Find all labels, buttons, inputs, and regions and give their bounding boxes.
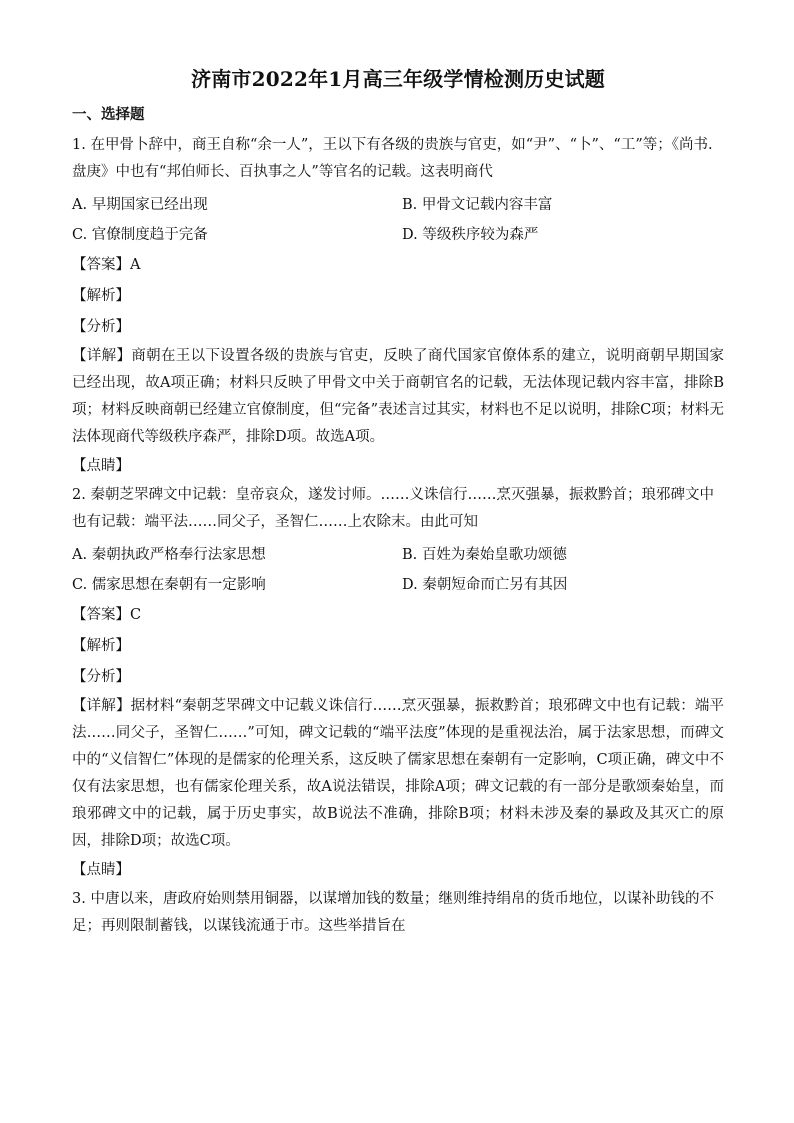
option-d: D. 秦朝短命而亡另有其因 <box>402 577 568 593</box>
detail-paragraph <box>72 693 724 855</box>
answer-tag: 【答案】 <box>72 607 130 623</box>
answer-line <box>72 250 724 281</box>
option-c: C. 儒家思想在秦朝有一定影响 <box>72 577 266 593</box>
question-2-stem: 2. 秦朝芝罘碑文中记载：皇帝哀众，遂发讨师。……义诛信行……烹灭强暴，振救黔首；琅邪碑文中也有记载：端平法……同父子，圣智仁……上农除末。由此可知 <box>72 487 714 530</box>
option-a: A. 秦朝执政严格奉行法家思想 <box>72 547 266 563</box>
fenxi-tag: 【分析】 <box>72 319 130 335</box>
answer-line <box>72 600 724 631</box>
answer-value: C <box>130 607 142 623</box>
option-b: B. 甲骨文记载内容丰富 <box>402 197 553 213</box>
question-3-stem: 3. 中唐以来，唐政府始则禁用铜器，以谋增加钱的数量；继则维持绢帛的货币地位，以谋补助钱的不足；再则限制蓄钱，以谋钱流通于市。这些举措旨在 <box>72 891 714 934</box>
question-1 <box>72 132 724 482</box>
detail-tag: 【详解】 <box>72 348 132 364</box>
detail-text: 商朝在王以下设置各级的贵族与官吏，反映了商代国家官僚体系的建立，说明商朝早期国家已经出现，故A项正确；材料只反映了甲骨文中关于商朝官名的记载，无法体现记载内容丰富，排除B项；材料反映商朝已经建立官僚制度，但“完备”表述言过其实，材料也不足以说明，排除C项；材料无法体现商代等级秩序森严，排除D项。故选A项。 <box>72 348 725 445</box>
question-1-stem: 1. 在甲骨卜辞中，商王自称“余一人”，王以下有各级的贵族与官吏，如“尹”、“卜”、“工”等；《尚书.盘庚》中也有“邦伯师长、百执事之人”等官名的记载。这表明商代 <box>72 137 713 180</box>
answer-value: A <box>130 257 141 273</box>
question-1-options <box>72 190 724 250</box>
answer-tag: 【答案】 <box>72 257 130 273</box>
question-3 <box>72 886 724 940</box>
dianjing-tag: 【点睛】 <box>72 862 130 878</box>
section-heading: 一、选择题 <box>72 106 145 123</box>
question-2 <box>72 482 724 886</box>
fenxi-tag: 【分析】 <box>72 669 130 685</box>
jiexi-tag: 【解析】 <box>72 288 130 304</box>
question-2-options <box>72 540 724 600</box>
page-title: 济南市2022年1月高三年级学情检测历史试题 <box>191 67 605 91</box>
jiexi-tag: 【解析】 <box>72 638 130 654</box>
option-d: D. 等级秩序较为森严 <box>402 227 539 243</box>
option-c: C. 官僚制度趋于完备 <box>72 227 208 243</box>
detail-text: 据材料“秦朝芝罘碑文中记载义诛信行……烹灭强暴，振救黔首；琅邪碑文中也有记载：端平法……同父子，圣智仁……”可知，碑文记载的“端平法度”体现的是重视法治，属于法家思想，而碑文中的“义信智仁”体现的是儒家的伦理关系，这反映了儒家思想在秦朝有一定影响，C项正确，碑文中不仅有法家思想，也有儒家伦理关系，故A说法错误，排除A项；碑文记载的有一部分是歌颂秦始皇，而琅邪碑文中的记载，属于历史事实，故B说法不准确，排除B项；材料未涉及秦的暴政及其灭亡的原因，排除D项；故选C项。 <box>72 698 725 849</box>
detail-paragraph <box>72 343 724 451</box>
option-a: A. 早期国家已经出现 <box>72 197 208 213</box>
detail-tag: 【详解】 <box>72 698 131 714</box>
dianjing-tag: 【点睛】 <box>72 458 130 474</box>
option-b: B. 百姓为秦始皇歌功颂德 <box>402 547 567 563</box>
